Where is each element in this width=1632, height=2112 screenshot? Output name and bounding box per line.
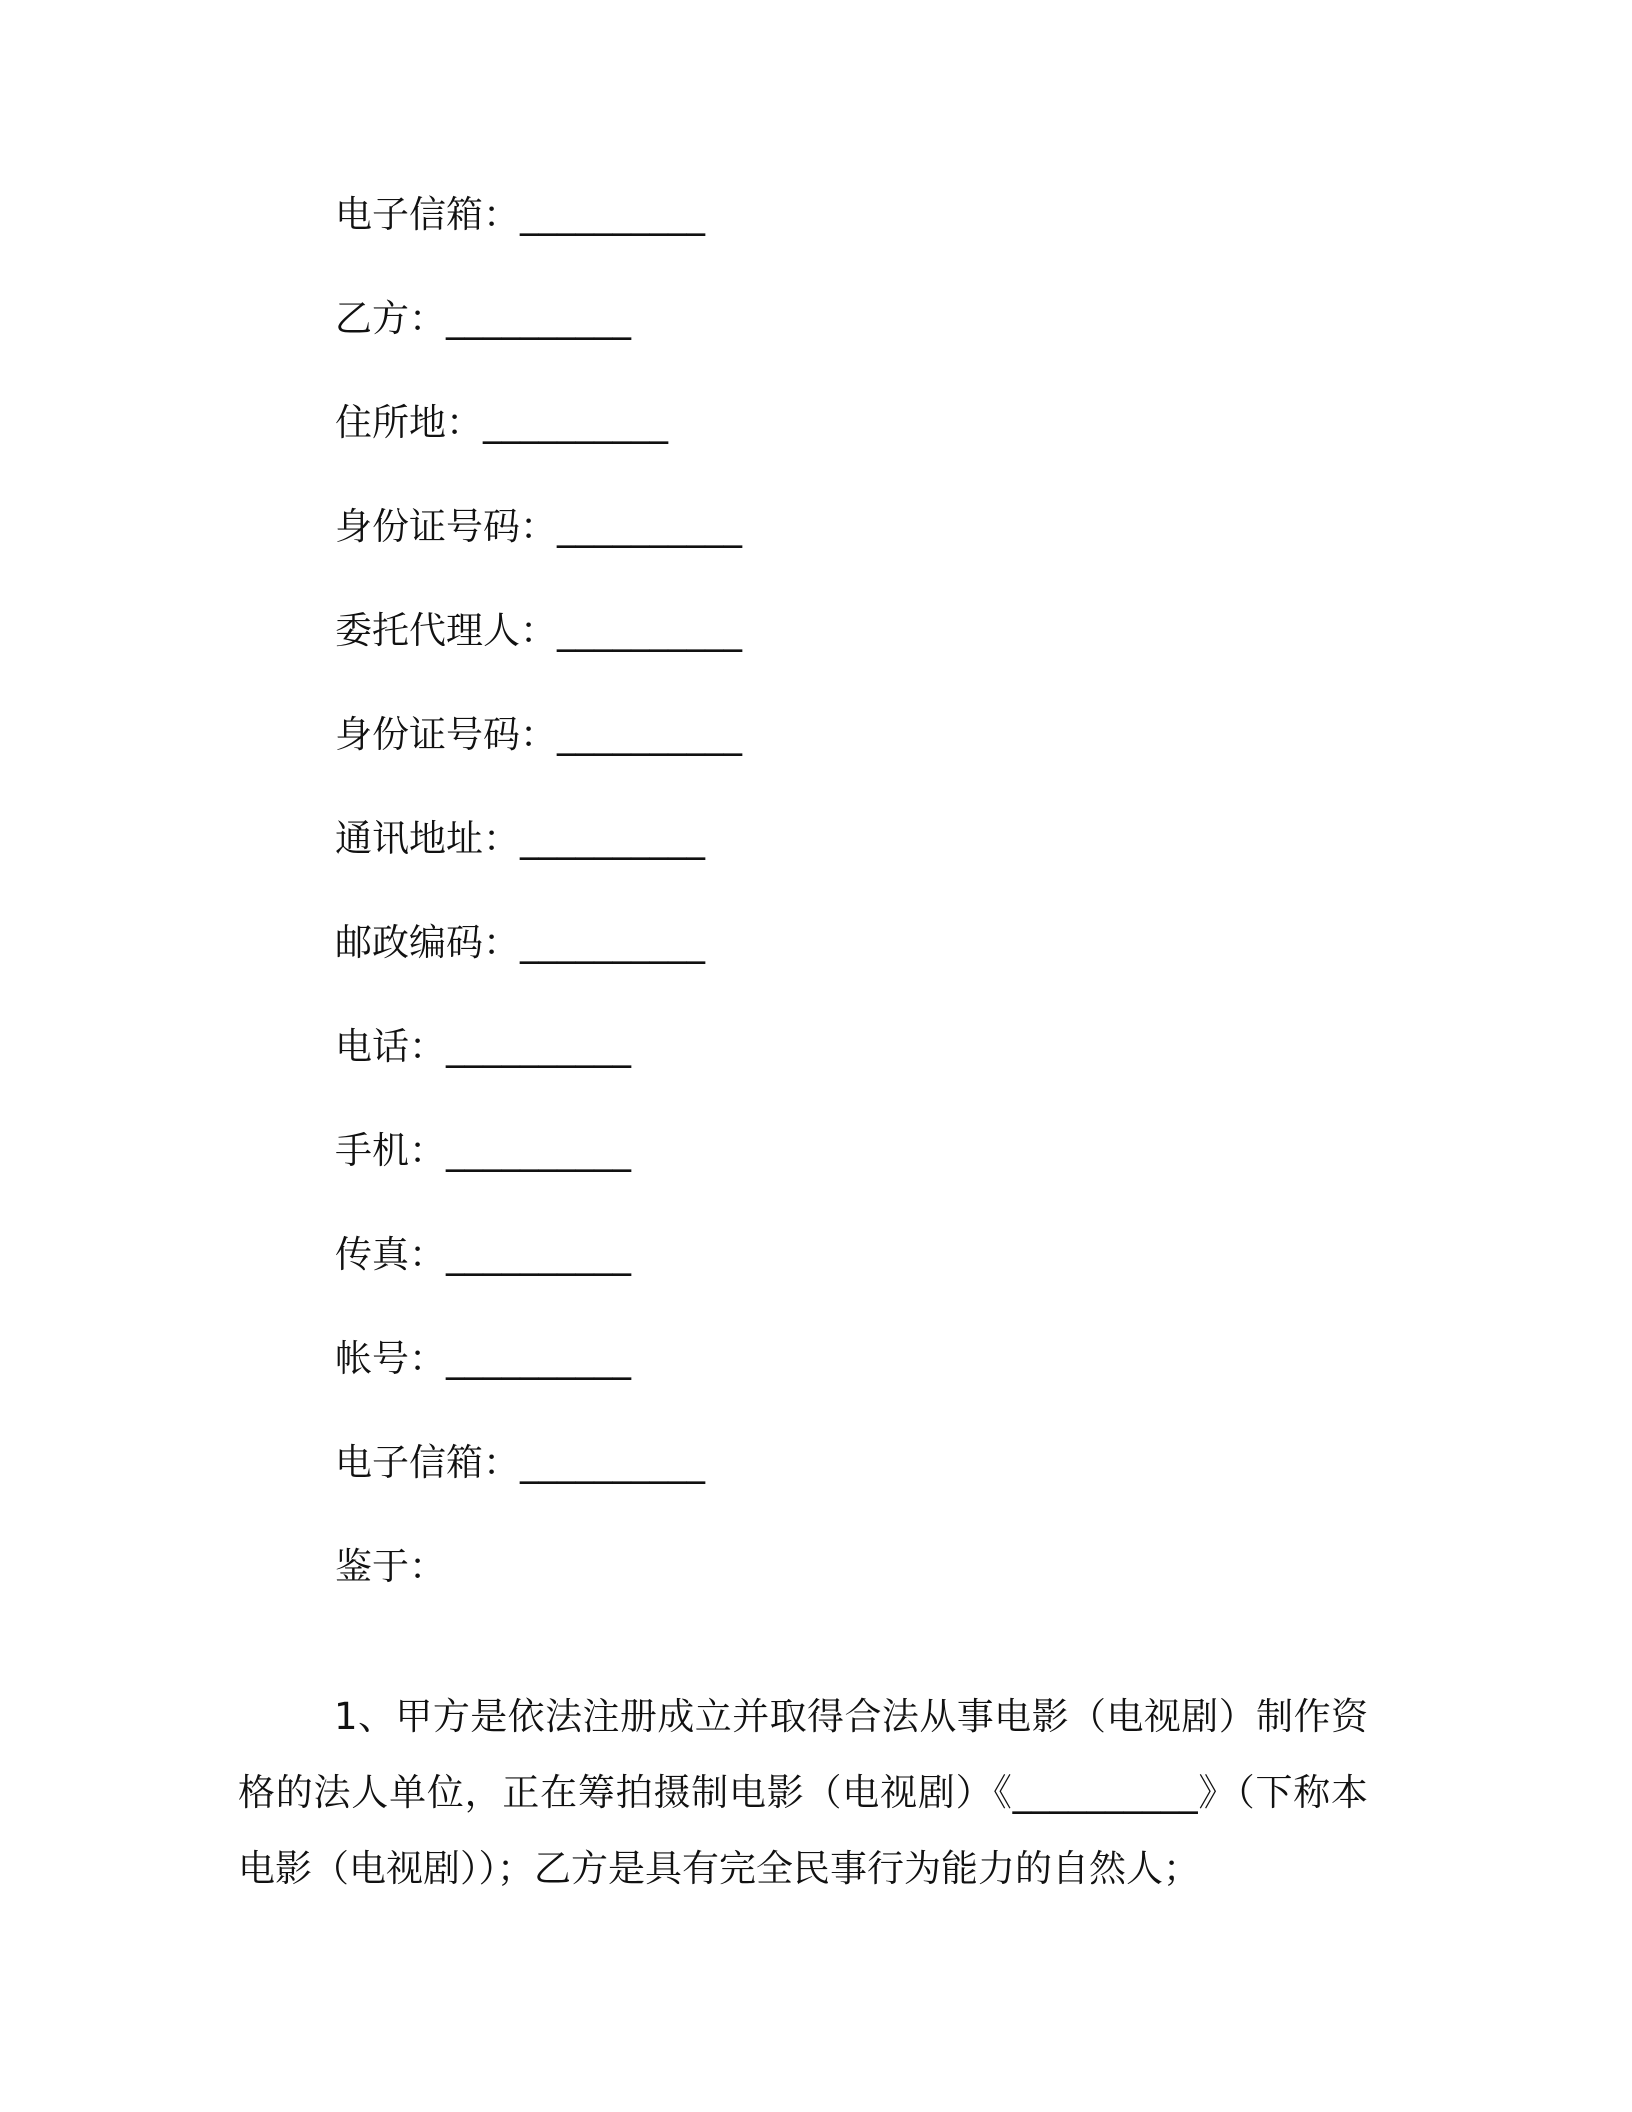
contact-field-list — [335, 185, 1335, 1537]
field-account — [335, 1329, 1335, 1433]
field-label: 通讯地址： — [335, 817, 520, 860]
field-blank: __________ — [446, 1025, 631, 1068]
field-party-b — [335, 289, 1335, 393]
field-blank: __________ — [520, 193, 705, 236]
field-blank: __________ — [520, 817, 705, 860]
field-id-number-2 — [335, 705, 1335, 809]
field-label: 帐号： — [335, 1337, 446, 1380]
field-blank: __________ — [557, 713, 742, 756]
field-label: 委托代理人： — [335, 609, 557, 652]
field-id-number-1 — [335, 497, 1335, 601]
field-blank: __________ — [446, 1129, 631, 1172]
field-mobile — [335, 1121, 1335, 1225]
field-blank: __________ — [520, 1441, 705, 1484]
field-label: 身份证号码： — [335, 713, 557, 756]
field-label: 身份证号码： — [335, 505, 557, 548]
clause-paragraph-1: 1、甲方是依法注册成立并取得合法从事电影（电视剧）制作资格的法人单位，正在筹拍摄制电影（电视剧）《__________》（下称本电影（电视剧））；乙方是具有完全民事行为能力的自然人； — [238, 1695, 1368, 1890]
field-label: 住所地： — [335, 401, 483, 444]
whereas-heading: 鉴于： — [335, 1545, 446, 1588]
field-blank: __________ — [557, 609, 742, 652]
field-blank: __________ — [483, 401, 668, 444]
field-label: 手机： — [335, 1129, 446, 1172]
field-blank: __________ — [446, 1233, 631, 1276]
field-postal-code — [335, 913, 1335, 1017]
field-label: 传真： — [335, 1233, 446, 1276]
field-fax — [335, 1225, 1335, 1329]
field-residence — [335, 393, 1335, 497]
field-blank: __________ — [557, 505, 742, 548]
field-email-1 — [335, 185, 1335, 289]
field-email-2 — [335, 1433, 1335, 1537]
field-label: 电子信箱： — [335, 193, 520, 236]
field-blank: __________ — [446, 297, 631, 340]
field-blank: __________ — [446, 1337, 631, 1380]
field-blank: __________ — [520, 921, 705, 964]
field-telephone — [335, 1017, 1335, 1121]
field-label: 电话： — [335, 1025, 446, 1068]
field-mailing-address — [335, 809, 1335, 913]
field-label: 电子信箱： — [335, 1441, 520, 1484]
field-label: 邮政编码： — [335, 921, 520, 964]
field-agent — [335, 601, 1335, 705]
field-label: 乙方： — [335, 297, 446, 340]
